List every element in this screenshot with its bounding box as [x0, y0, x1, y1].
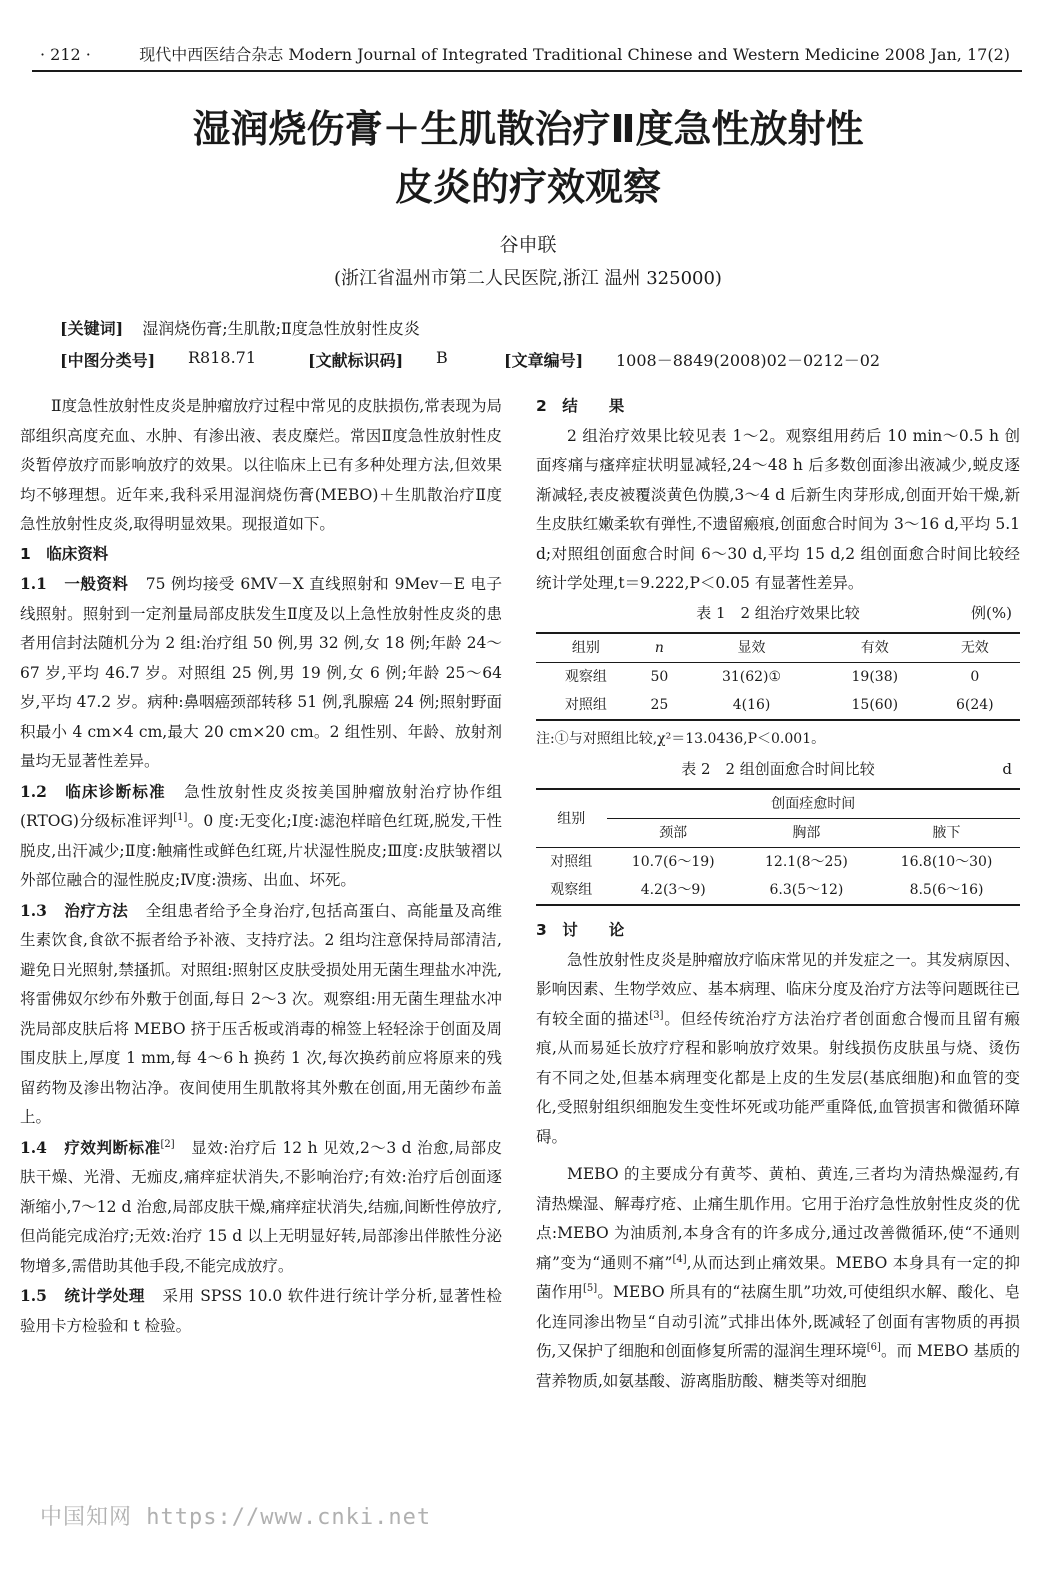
section-1-3-title: 治疗方法 — [64, 900, 129, 920]
section-1-2-text-a: 急性放射性皮炎按美国肿瘤放射治疗协作组(RTOG)分级标准评判 — [20, 782, 502, 830]
table-row — [536, 663, 1020, 692]
section-1-5 — [20, 1281, 502, 1341]
section-1-1-text: 75 例均接受 6MV－X 直线照射和 9Mev－E 电子线照射。照射到一定剂量局部皮肤发生Ⅱ度及以上急性放射性皮炎的患者用信封法随机分为 2 组:治疗组 50 例,男 32 例,女 18 例;年龄 24～67 岁,平均 46.7 岁。对照组 25 例,男 19 例,女 6 例;年龄 25～64 岁,平均 47.2 岁。病种:鼻咽癌颈部转移 51 例,乳腺癌 24 例;照射野面积最小 4 cm×4 cm,最大 20 cm×20 cm。2 组性别、年龄、放射剂量均无显著性差异。 — [20, 575, 502, 770]
table-1-caption — [536, 599, 1020, 629]
title-line-1: 湿润烧伤膏＋生肌散治疗Ⅱ度急性放射性 — [192, 107, 864, 151]
section-1-5-number: 1.5 — [20, 1286, 47, 1305]
table-header-row — [536, 789, 1020, 819]
table-cell: 16.8(10～30) — [900, 854, 993, 870]
section-1-1-title: 一般资料 — [64, 574, 129, 593]
table-header-row — [536, 633, 1020, 663]
keywords-label: [关键词] — [60, 319, 124, 338]
section-1-5-text: 采用 SPSS 10.0 软件进行统计学分析,显著性检验用卡方检验和 t 检验。 — [20, 1287, 502, 1335]
table-cell: 15(60) — [851, 697, 899, 713]
table-subheader-row — [536, 819, 1020, 848]
table-header-cell: 胸部 — [740, 819, 873, 848]
discussion-paragraph-1 — [536, 946, 1020, 1153]
intro-paragraph: Ⅱ度急性放射性皮炎是肿瘤放疗过程中常见的皮肤损伤,常表现为局部组织高度充血、水肿、有渗出液、表皮糜烂。常因Ⅱ度急性放射性皮炎暂停放疗而影响放疗的效果。以往临床上已有多种处理方法,但效果均不够理想。近年来,我科采用湿润烧伤膏(MEBO)＋生肌散治疗Ⅱ度急性放射性皮炎,取得明显效果。现报道如下。 — [20, 397, 502, 533]
table-2-unit: d — [1002, 759, 1012, 778]
citation-5: [5] — [583, 1282, 598, 1294]
title-line-2: 皮炎的疗效观察 — [394, 165, 661, 209]
table-header-cell: 组别 — [536, 633, 636, 663]
citation-2: [2] — [160, 1138, 175, 1150]
section-1-4 — [20, 1133, 502, 1282]
discussion-2-text-c: 。MEBO 所具有的“祛腐生肌”功效,可使组织水解、酸化、皂化连同渗出物呈“自动引流”式排出体外,既减轻了创面有害物质的再损伤,又保护了细胞和创面修复所需的湿润生理环境 — [536, 1283, 1020, 1360]
discussion-2-text-a: MEBO 的主要成分有黄芩、黄柏、黄连,三者均为清热燥湿药,有清热燥湿、解毒疗疮、止痛生肌作用。它用于治疗急性放射性皮炎的优点:MEBO 为油质剂,本身含有的许多成分,通过改善微循环,使“不通则痛”变为“通则不痛” — [536, 1165, 1020, 1272]
table-header-cell: 组别 — [536, 789, 607, 848]
article-title — [60, 100, 996, 216]
cnki-watermark: 中国知网 https://www.cnki.net — [40, 1505, 432, 1530]
table-header-cell: 创面痊愈时间 — [771, 796, 856, 812]
table-header-cell: 腋下 — [873, 819, 1020, 848]
table-cell: 6(24) — [955, 697, 994, 713]
table-header-cell: 颈部 — [607, 819, 740, 848]
doc-code-value: B — [436, 348, 448, 367]
table-1-title: 表 1 2 组治疗效果比较 — [696, 603, 860, 622]
citation-4: [4] — [672, 1253, 687, 1265]
table-header-cell: n — [636, 633, 683, 663]
running-header — [32, 40, 1022, 72]
table-1 — [536, 632, 1020, 721]
author-affiliation: (浙江省温州市第二人民医院,浙江 温州 325000) — [334, 268, 722, 289]
keywords-value: 湿润烧伤膏;生肌散;Ⅱ度急性放射性皮炎 — [142, 319, 420, 338]
page-number: · 212 · — [40, 45, 91, 64]
section-3-heading: 3 讨 论 — [536, 921, 625, 939]
table-cell: 4.2(3～9) — [640, 882, 706, 898]
table-cell: 10.7(6～19) — [631, 854, 715, 870]
section-1-5-title: 统计学处理 — [64, 1286, 145, 1305]
discussion-paragraph-2 — [536, 1160, 1020, 1396]
table-1-unit: 例(%) — [971, 603, 1012, 622]
left-column — [20, 392, 502, 1341]
section-2-heading: 2 结 果 — [536, 397, 625, 415]
citation-6: [6] — [866, 1341, 881, 1353]
table-cell: 19(38) — [851, 669, 899, 685]
discussion-1-text-b: 。但经传统治疗方法治疗者创面愈合慢而且留有瘢痕,从而易延长放疗疗程和影响放疗效果。射线损伤皮肤虽与烧、烫伤有不同之处,但基本病理变化都是上皮的生发层(基底细胞)和血管的变化,受照射组织细胞发生变性坏死或功能严重降低,血管损害和微循环障碍。 — [536, 1009, 1020, 1146]
table-cell: 观察组 — [550, 882, 593, 898]
section-1-2-number: 1.2 — [20, 781, 47, 801]
table-cell: 对照组 — [564, 697, 607, 713]
clc-label: [中图分类号] — [60, 351, 156, 370]
table-row — [536, 848, 1020, 877]
table-cell: 12.1(8～25) — [765, 854, 848, 870]
table-header-cell: 无效 — [930, 633, 1020, 663]
section-1-3-number: 1.3 — [20, 900, 47, 920]
results-paragraph: 2 组治疗效果比较见表 1～2。观察组用药后 10 min～0.5 h 创面疼痛与瘙痒症状明显减轻,24～48 h 后多数创面渗出液减少,蜕皮逐渐减轻,表皮被覆淡黄色伪膜,3～4 d 后新生肉芽形成,创面开始干燥,新生皮肤红嫩柔软有弹性,不遗留瘢痕,创面愈合时间为 3～16 d,平均 5.1 d;对照组创面愈合时间 6～30 d,平均 15 d,2 组创面愈合时间比较经统计学处理,t＝9.222,P＜0.05 有显著性差异。 — [536, 426, 1020, 592]
table-2 — [536, 788, 1020, 906]
table-cell: 8.5(6～16) — [909, 882, 984, 898]
section-1-3 — [20, 896, 502, 1133]
citation-3: [3] — [649, 1009, 664, 1021]
table-header-cell: 有效 — [820, 633, 930, 663]
section-1-2-text-b: 。0 度:无变化;Ⅰ度:滤泡样暗色红斑,脱发,干性脱皮,出汗减少;Ⅱ度:触痛性或鲜色红斑,片状湿性脱皮;Ⅲ度:皮肤皱褶以外部位融合的湿性脱皮;Ⅳ度:溃疡、出血、坏死。 — [20, 812, 503, 889]
table-cell: 观察组 — [564, 669, 607, 685]
citation-1: [1] — [173, 811, 188, 823]
table-cell: 6.3(5～12) — [769, 882, 844, 898]
table-row — [536, 691, 1020, 720]
table-2-caption — [536, 755, 1020, 785]
right-column — [536, 392, 1020, 1396]
table-cell: 50 — [650, 669, 669, 685]
section-1-4-title: 疗效判断标准 — [64, 1137, 161, 1157]
discussion-2-text-d: 。而 MEBO 基质的营养物质,如氨基酸、游离脂肪酸、糖类等对细胞 — [536, 1342, 1020, 1390]
doc-code-label: [文献标识码] — [308, 351, 404, 370]
table-cell: 4(16) — [732, 697, 771, 713]
keywords-line — [60, 316, 420, 339]
discussion-2-text-b: ,从而达到止痛效果。MEBO 本身具有一定的抑菌作用 — [536, 1253, 1020, 1301]
table-1-note: 注:①与对照组比较,χ²＝13.0436,P＜0.001。 — [536, 731, 826, 747]
journal-citation: 现代中西医结合杂志 Modern Journal of Integrated Traditional Chinese and Western Medicine 2008 Jan, 17(2) — [139, 45, 1010, 64]
section-1-1 — [20, 569, 502, 777]
section-1-2 — [20, 777, 502, 896]
classification-line — [60, 348, 1010, 372]
section-1-2-title: 临床诊断标准 — [65, 781, 166, 801]
table-cell: 对照组 — [550, 854, 593, 870]
table-cell: 25 — [650, 697, 669, 713]
table-cell: 0 — [970, 669, 980, 685]
article-no-label: [文章编号] — [504, 351, 584, 370]
section-1-3-text: 全组患者给予全身治疗,包括高蛋白、高能量及高维生素饮食,食欲不振者给予补液、支持疗法。2 组均注意保持局部清洁,避免日光照射,禁搔抓。对照组:照射区皮肤受损处用无菌生理盐水冲洗,将雷佛奴尔纱布外敷于创面,每日 2～3 次。观察组:用无菌生理盐水冲洗局部皮肤后将 MEBO 挤于压舌板或消毒的棉签上轻轻涂于创面及周围皮肤上,厚度 1 mm,每 4～6 h 换药 1 次,每次换药前应将原来的残留药物及渗出物沾净。夜间使用生肌散将其外敷在创面,用无菌纱布盖上。 — [20, 901, 502, 1126]
section-1-4-number: 1.4 — [20, 1137, 47, 1157]
table-2-title: 表 2 2 组创面愈合时间比较 — [681, 759, 875, 778]
table-row — [536, 876, 1020, 905]
discussion-1-text-a: 急性放射性皮炎是肿瘤放疗临床常见的并发症之一。其发病原因、影响因素、生物学效应、基本病理、临床分度及治疗方法等问题既往已有较全面的描述 — [536, 950, 1020, 1028]
table-cell: 31(62)① — [721, 669, 782, 685]
table-header-cell: 显效 — [683, 633, 820, 663]
section-1-1-number: 1.1 — [20, 574, 47, 593]
section-1-4-text: 显效:治疗后 12 h 见效,2～3 d 治愈,局部皮肤干燥、光滑、无痂皮,痛痒症状消失,不影响治疗;有效:治疗后创面逐渐缩小,7～12 d 治愈,局部皮肤干燥,痛痒症状消失,结痂,间断性停放疗,但尚能完成治疗;无效:治疗 15 d 以上无明显好转,局部渗出伴脓性分泌物增多,需借助其他手段,不能完成放疗。 — [20, 1138, 502, 1275]
clc-value: R818.71 — [188, 348, 257, 367]
section-1-heading: 1 临床资料 — [20, 544, 109, 563]
author-name: 谷申联 — [499, 234, 557, 256]
article-no-value: 1008－8849(2008)02－0212－02 — [616, 351, 881, 370]
